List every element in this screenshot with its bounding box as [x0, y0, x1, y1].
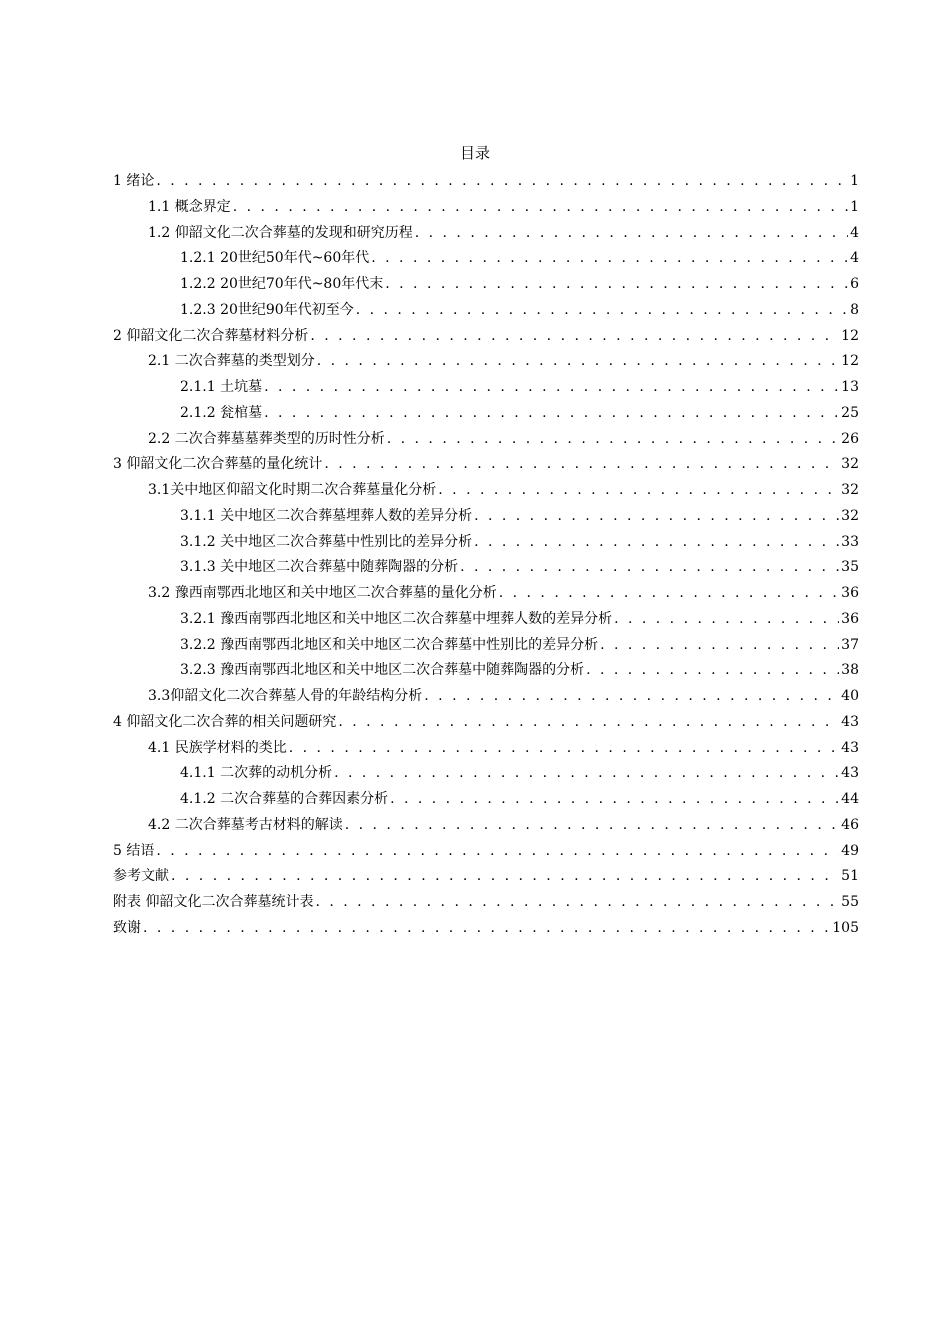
- toc-entry-page: 4: [850, 250, 859, 267]
- toc-entry-title: 4.2 二次合葬墓考古材料的解读: [148, 816, 343, 833]
- toc-entry-title: 4.1 民族学材料的类比: [148, 739, 287, 756]
- toc-entry[interactable]: [113, 761, 859, 787]
- toc-entry-title: 2.1.2 瓮棺墓: [180, 404, 263, 421]
- toc-dot-leader: [338, 710, 839, 736]
- toc-entry-page: 36: [841, 610, 859, 627]
- toc-dot-leader: [317, 349, 839, 375]
- toc-dot-leader: [315, 890, 839, 916]
- toc-entry-page: 12: [841, 353, 859, 370]
- toc-entry-page: 43: [841, 765, 859, 782]
- toc-entry-page: 8: [850, 301, 859, 318]
- toc-entry-title: 1 绪论: [113, 173, 155, 189]
- toc-entry[interactable]: [113, 375, 859, 401]
- toc-entry[interactable]: [113, 684, 859, 710]
- toc-dot-leader: [415, 221, 848, 247]
- toc-entry-page: 25: [841, 404, 859, 421]
- toc-entry[interactable]: [113, 401, 859, 427]
- toc-dot-leader: [474, 504, 839, 530]
- toc-entry[interactable]: [113, 787, 859, 813]
- toc-dot-leader: [390, 787, 839, 813]
- toc-entry-title: 致谢: [113, 919, 141, 936]
- toc-entry-page: 46: [841, 816, 859, 833]
- toc-entry[interactable]: [113, 478, 859, 504]
- toc-dot-leader: [156, 169, 848, 195]
- toc-entry-title: 2.1.1 土坑墓: [180, 379, 263, 395]
- toc-entry[interactable]: [113, 221, 859, 247]
- toc-dot-leader: [385, 272, 848, 298]
- toc-entry-page: 43: [841, 739, 859, 756]
- toc-entry-page: 36: [841, 585, 859, 601]
- toc-entry-title: 3.3仰韶文化二次合葬墓人骨的年龄结构分析: [148, 688, 423, 704]
- toc-dot-leader: [356, 298, 848, 324]
- toc-dot-leader: [324, 452, 839, 478]
- toc-entry-title: 2 仰韶文化二次合葬墓材料分析: [113, 327, 309, 344]
- toc-entry-title: 4.1.1 二次葬的动机分析: [180, 765, 333, 782]
- toc-entry-page: 32: [841, 482, 859, 498]
- toc-entry[interactable]: [113, 710, 859, 736]
- toc-entry-title: 参考文献: [113, 868, 169, 885]
- toc-entry-title: 3.2.2 豫西南鄂西北地区和关中地区二次合葬墓中性别比的差异分析: [180, 636, 599, 653]
- toc-entry[interactable]: [113, 864, 859, 890]
- toc-entry-title: 4 仰韶文化二次合葬的相关问题研究: [113, 713, 337, 730]
- toc-entry-page: 33: [841, 533, 859, 550]
- toc-entry[interactable]: [113, 607, 859, 633]
- toc-dot-leader: [233, 195, 848, 221]
- toc-entry-title: 4.1.2 二次合葬墓的合葬因素分析: [180, 791, 389, 807]
- toc-list: [113, 169, 859, 942]
- toc-entry-page: 1: [850, 173, 859, 189]
- toc-dot-leader: [474, 530, 839, 556]
- toc-entry-page: 37: [841, 636, 859, 653]
- toc-entry-page: 35: [841, 559, 859, 576]
- toc-entry[interactable]: [113, 813, 859, 839]
- toc-entry-title: 3.1.3 关中地区二次合葬墓中随葬陶器的分析: [180, 559, 459, 576]
- toc-entry-title: 3.1.1 关中地区二次合葬墓埋葬人数的差异分析: [180, 507, 473, 524]
- toc-entry-page: 40: [841, 688, 859, 704]
- toc-dot-leader: [156, 839, 839, 865]
- toc-dot-leader: [264, 375, 839, 401]
- toc-entry-title: 1.2.3 20世纪90年代初至今: [180, 301, 354, 318]
- toc-entry-page: 49: [841, 842, 859, 859]
- toc-entry-page: 55: [841, 894, 859, 910]
- toc-entry-title: 3.1.2 关中地区二次合葬墓中性别比的差异分析: [180, 533, 473, 550]
- toc-title: 目录: [459, 144, 490, 162]
- toc-entry-title: 1.2.2 20世纪70年代~80年代末: [180, 276, 384, 292]
- toc-dot-leader: [345, 813, 839, 839]
- toc-entry[interactable]: [113, 452, 859, 478]
- toc-entry[interactable]: [113, 916, 859, 942]
- toc-dot-leader: [143, 916, 830, 942]
- toc-entry-title: 3.2 豫西南鄂西北地区和关中地区二次合葬墓的量化分析: [148, 585, 497, 601]
- toc-entry-page: 4: [850, 224, 859, 241]
- toc-entry[interactable]: [113, 169, 859, 195]
- toc-entry-title: 3.2.1 豫西南鄂西北地区和关中地区二次合葬墓中埋葬人数的差异分析: [180, 610, 613, 627]
- toc-dot-leader: [371, 246, 848, 272]
- toc-entry-title: 1.1 概念界定: [148, 198, 231, 215]
- toc-entry-page: 6: [850, 276, 859, 292]
- toc-dot-leader: [438, 478, 839, 504]
- toc-dot-leader: [264, 401, 839, 427]
- toc-entry-page: 26: [841, 430, 859, 447]
- toc-entry-title: 3.2.3 豫西南鄂西北地区和关中地区二次合葬墓中随葬陶器的分析: [180, 662, 585, 679]
- toc-dot-leader: [289, 736, 839, 762]
- toc-entry-page: 105: [832, 919, 859, 936]
- toc-dot-leader: [310, 324, 839, 350]
- toc-entry[interactable]: [113, 530, 859, 556]
- toc-entry-title: 2.2 二次合葬墓墓葬类型的历时性分析: [148, 430, 385, 447]
- toc-dot-leader: [460, 555, 839, 581]
- toc-dot-leader: [424, 684, 839, 710]
- toc-entry-page: 13: [841, 379, 859, 395]
- toc-dot-leader: [334, 761, 839, 787]
- toc-entry[interactable]: [113, 839, 859, 865]
- toc-entry-title: 1.2 仰韶文化二次合葬墓的发现和研究历程: [148, 224, 413, 241]
- toc-entry[interactable]: [113, 427, 859, 453]
- toc-dot-leader: [171, 864, 839, 890]
- toc-entry-title: 3.1关中地区仰韶文化时期二次合葬墓量化分析: [148, 482, 437, 498]
- toc-entry-page: 43: [841, 713, 859, 730]
- toc-dot-leader: [600, 633, 839, 659]
- toc-dot-leader: [614, 607, 839, 633]
- toc-dot-leader: [586, 658, 839, 684]
- toc-entry[interactable]: [113, 555, 859, 581]
- toc-entry-page: 38: [841, 662, 859, 679]
- toc-entry[interactable]: [113, 272, 859, 298]
- toc-entry[interactable]: [113, 633, 859, 659]
- toc-entry[interactable]: [113, 349, 859, 375]
- toc-entry-page: 32: [841, 507, 859, 524]
- toc-entry[interactable]: [113, 324, 859, 350]
- toc-entry[interactable]: [113, 504, 859, 530]
- toc-entry[interactable]: [113, 195, 859, 221]
- toc-entry-title: 附表 仰韶文化二次合葬墓统计表: [113, 894, 314, 910]
- toc-dot-leader: [499, 581, 839, 607]
- toc-entry-title: 5 结语: [113, 842, 155, 859]
- toc-entry[interactable]: [113, 890, 859, 916]
- toc-entry-title: 2.1 二次合葬墓的类型划分: [148, 353, 315, 370]
- toc-dot-leader: [387, 427, 839, 453]
- toc-entry-page: 44: [841, 791, 859, 807]
- toc-entry[interactable]: [113, 736, 859, 762]
- toc-entry[interactable]: [113, 658, 859, 684]
- toc-entry[interactable]: [113, 298, 859, 324]
- toc-entry-page: 12: [841, 327, 859, 344]
- toc-entry-title: 1.2.1 20世纪50年代~60年代: [180, 250, 370, 267]
- toc-entry-page: 51: [841, 868, 859, 885]
- toc-entry-title: 3 仰韶文化二次合葬墓的量化统计: [113, 456, 323, 473]
- toc-entry[interactable]: [113, 246, 859, 272]
- toc-entry-page: 1: [850, 198, 859, 215]
- toc-entry[interactable]: [113, 581, 859, 607]
- toc-entry-page: 32: [841, 456, 859, 473]
